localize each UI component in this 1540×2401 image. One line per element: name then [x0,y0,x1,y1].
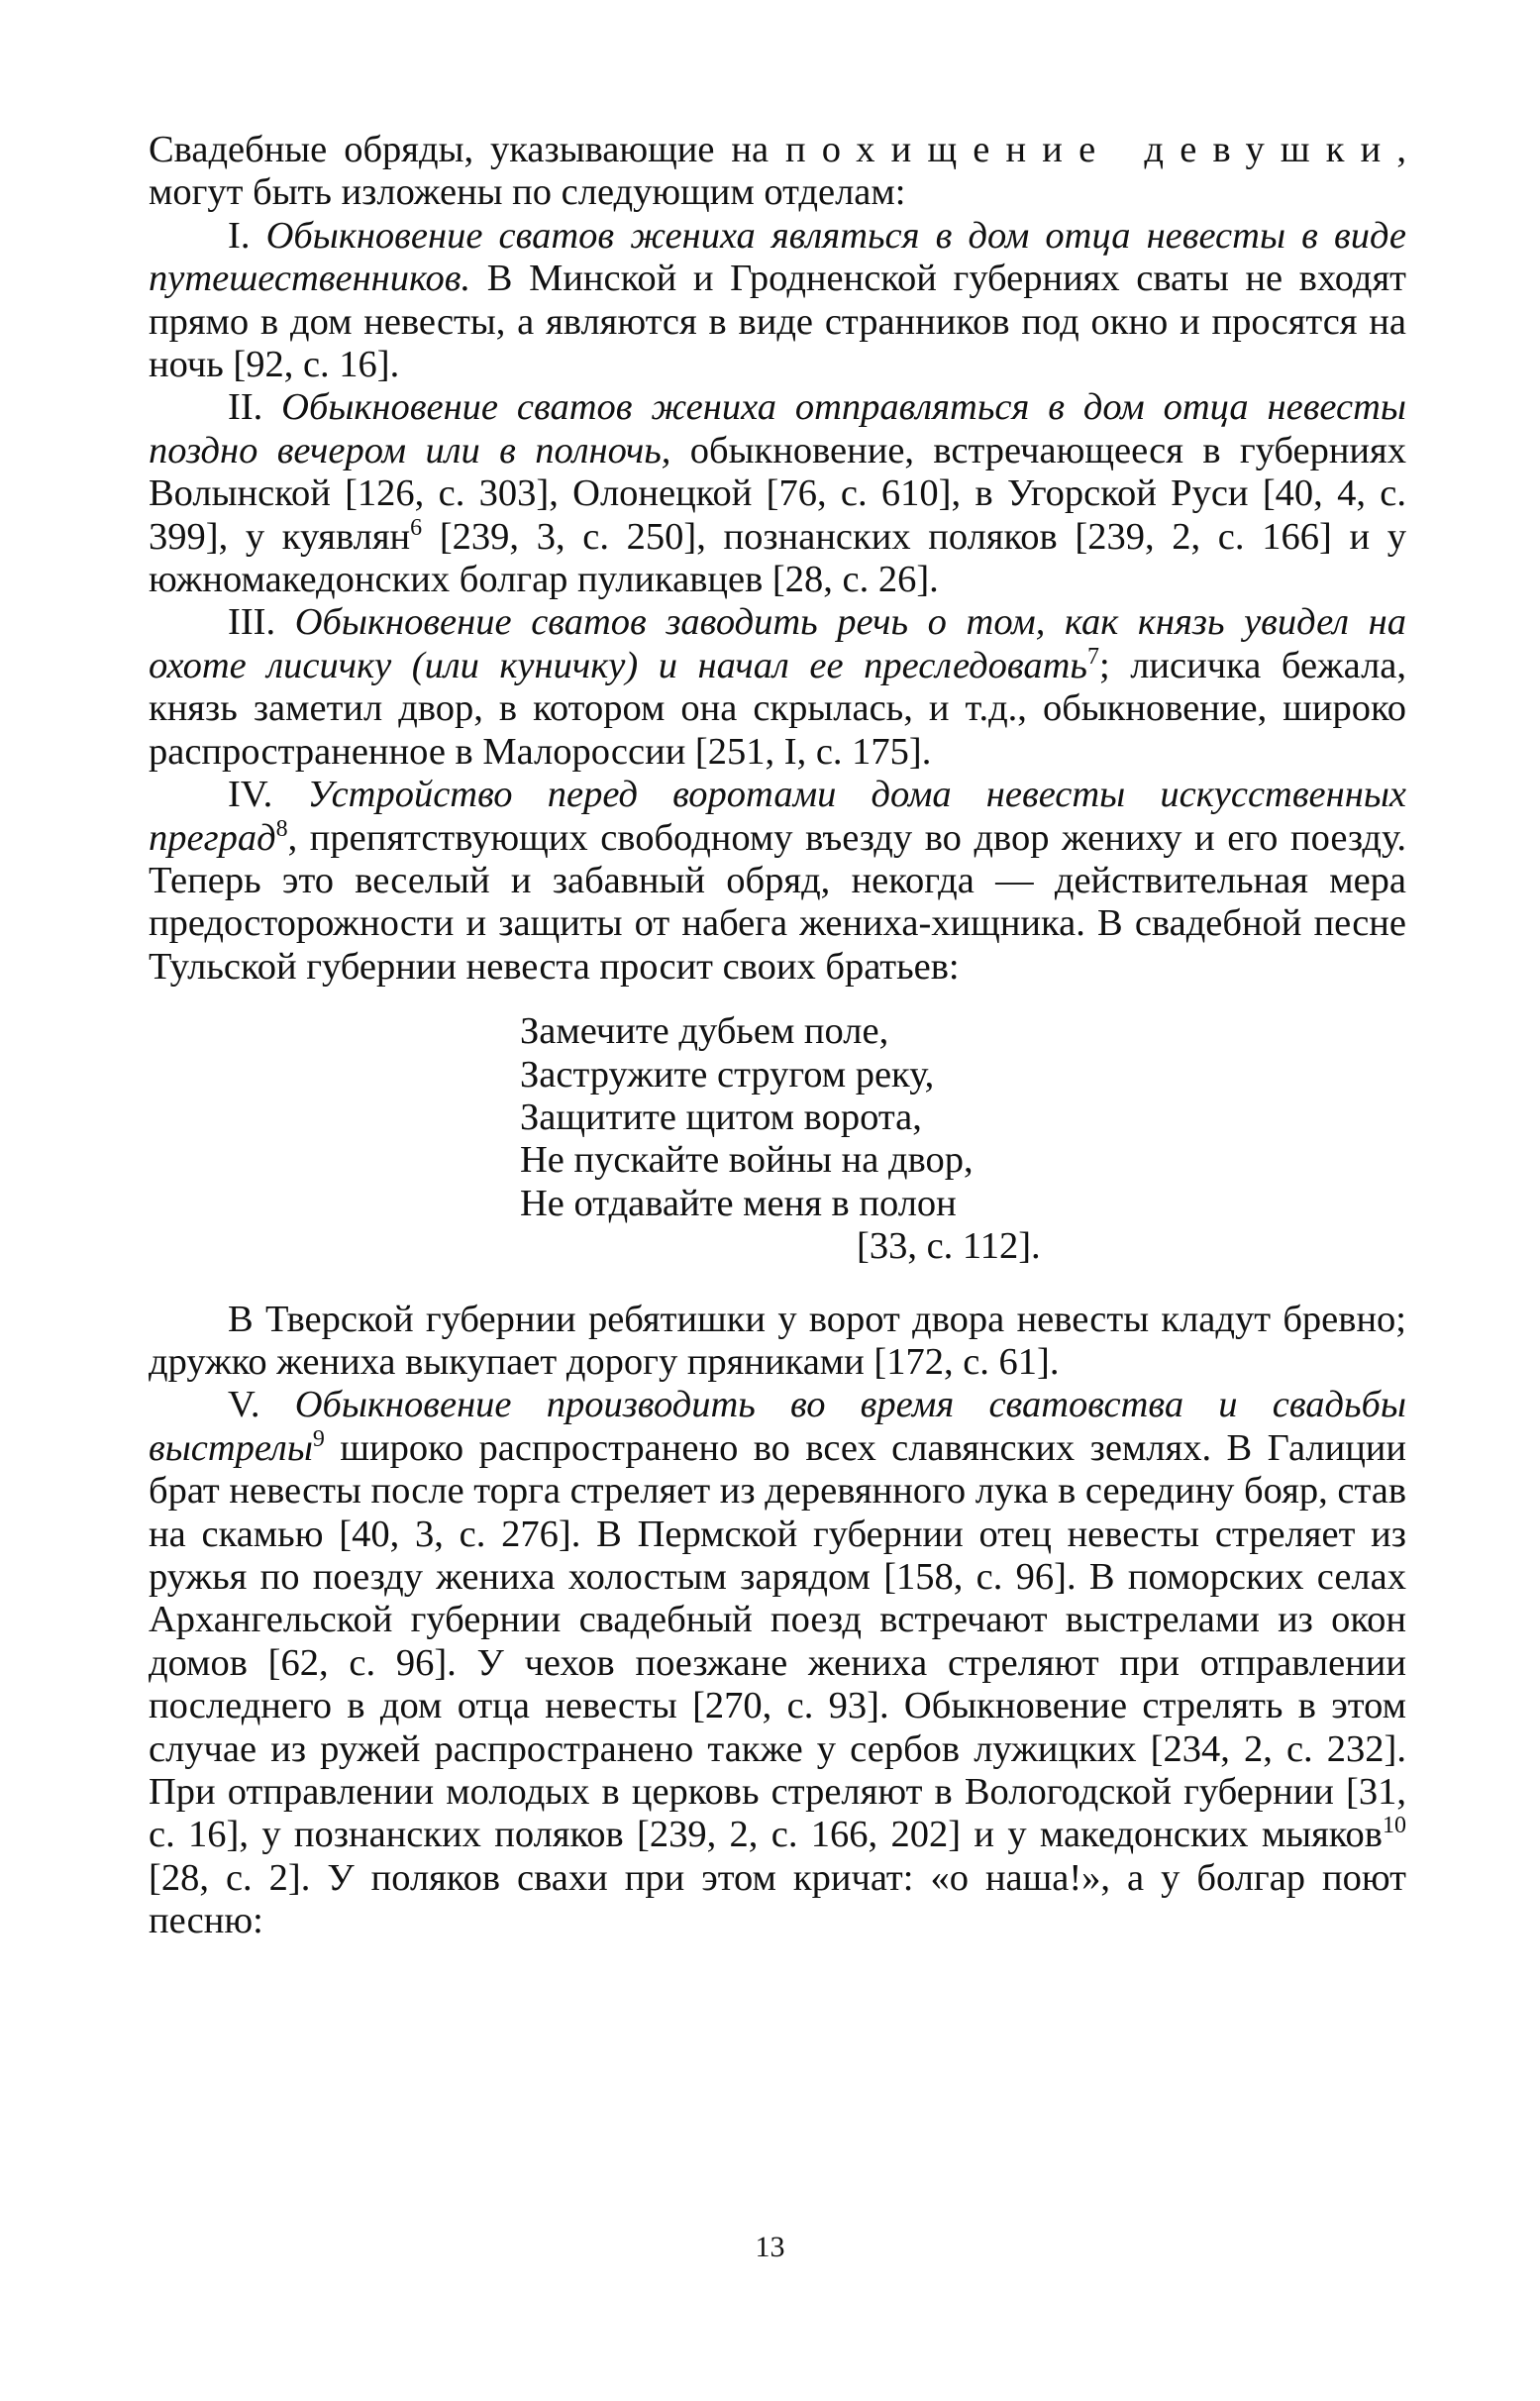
section-2-text: обыкновение, встречающееся в губерниях Волынской [126, с. 303], Олонецкой [76, с. 610], в Угорской Руси [40, 4, с. 399], у куявлян [149,429,1406,558]
section-4-number: IV. [228,774,308,816]
section-2-text-end: [239, 3, с. 250], познанских поляков [239, 2, с. 166] и у южномакедонских болгар пуликавцев [28, с. 26]. [149,515,1406,601]
intro-text: Свадебные обряды, указывающие на [149,129,786,170]
section-2-paragraph [149,386,1406,601]
page-number: 13 [755,2231,785,2263]
song-line: Не пускайте войны на двор, [520,1139,974,1182]
section-2-number: II. [228,386,282,429]
section-3-number: III. [228,601,295,644]
tver-text: В Тверской губернии ребятишки у ворот двора невесты кладут бревно; дружко жениха выкупает дорогу пряниками [172, с. 61]. [149,1298,1406,1383]
section-1-number: I. [228,214,266,257]
footnote-ref-7: 7 [1086,643,1099,670]
section-5-number: V. [228,1384,295,1426]
footnote-ref-6: 6 [410,514,423,541]
intro-paragraph [149,129,1406,215]
footnote-ref-8: 8 [275,815,288,842]
intro-text-end: , могут быть изложены по следующим отделам: [149,129,1406,214]
section-2-heading: Обыкновение сватов жениха отправляться в дом отца невесты поздно вечером или в полночь, [149,386,1406,471]
tver-paragraph [149,1299,1406,1385]
section-4-heading: Устройство перед воротами дома невесты искусственных преград [149,774,1406,859]
section-5-heading: Обыкновение производить во время сватовства и свадьбы выстрелы [149,1384,1406,1469]
section-5-text-end: [28, с. 2]. У поляков свахи при этом кричат: «о наша!», а у болгар поют песню: [149,1856,1406,1942]
song-line: Замечите дубьем поле, [520,1010,889,1053]
section-5-text: широко распространено во всех славянских землях. В Галиции брат невесты после торга стреляет из деревянного лука в середину бояр, став на скамью [40, 3, с. 276]. В Пермской губернии отец невесты стреляет из ружья по поезду жениха холостым зарядом [158, с. 96]. В поморских селах Архангельской губернии свадебный поезд встречают выстрелами из окон домов [62, с. 96]. У чехов поезжане жениха стреляют при отправлении последнего в дом отца невесты [270, с. 93]. Обыкновение стрелять в этом случае из ружей распространено также у сербов лужицких [234, 2, с. 232]. При отправлении молодых в церковь стреляют в Вологодской губернии [31, с. 16], у познанских поляков [239, 2, с. 166, 202] и у македонских мыяков [149,1426,1407,1856]
section-4-text: , препятствующих свободному въезду во двор жениху и его поезду. Теперь это веселый и забавный обряд, некогда — действительная мера предосторожности и защиты от набега жениха-хищника. В свадебной песне Тульской губернии невеста просит своих братьев: [149,816,1406,988]
song-line: Не отдавайте меня в полон [520,1182,957,1224]
song-line: Застружите стругом реку, [520,1053,935,1096]
section-3-heading: Обыкновение сватов заводить речь о том, как князь увидел на охоте лисичку (или куничку) и начал ее преследовать [149,601,1406,686]
page-body [149,129,1406,1943]
footnote-ref-9: 9 [312,1425,325,1452]
section-1-paragraph [149,215,1406,387]
section-1-text: В Минской и Гродненской губерниях сваты не входят прямо в дом невесты, а являются в виде странников под окно и просятся на ночь [92, с. 16]. [149,258,1406,386]
section-5-paragraph [149,1384,1406,1942]
section-3-paragraph [149,601,1406,774]
section-4-paragraph [149,774,1406,989]
song-citation: [33, с. 112]. [857,1225,1041,1268]
footnote-ref-10: 10 [1383,1813,1406,1839]
song-quote [520,1010,1406,1268]
song-line: Защитите щитом ворота, [520,1096,922,1138]
section-3-text: ; лисичка бежала, князь заметил двор, в котором она скрылась, и т.д., обыкновение, широко распространенное в Малороссии [251, I, с. 175]. [149,644,1406,773]
section-1-heading: Обыкновение сватов жениха являться в дом отца невесты в виде путешественников. [149,214,1406,300]
emphasis-spaced-text: похищение девушки [785,129,1397,170]
